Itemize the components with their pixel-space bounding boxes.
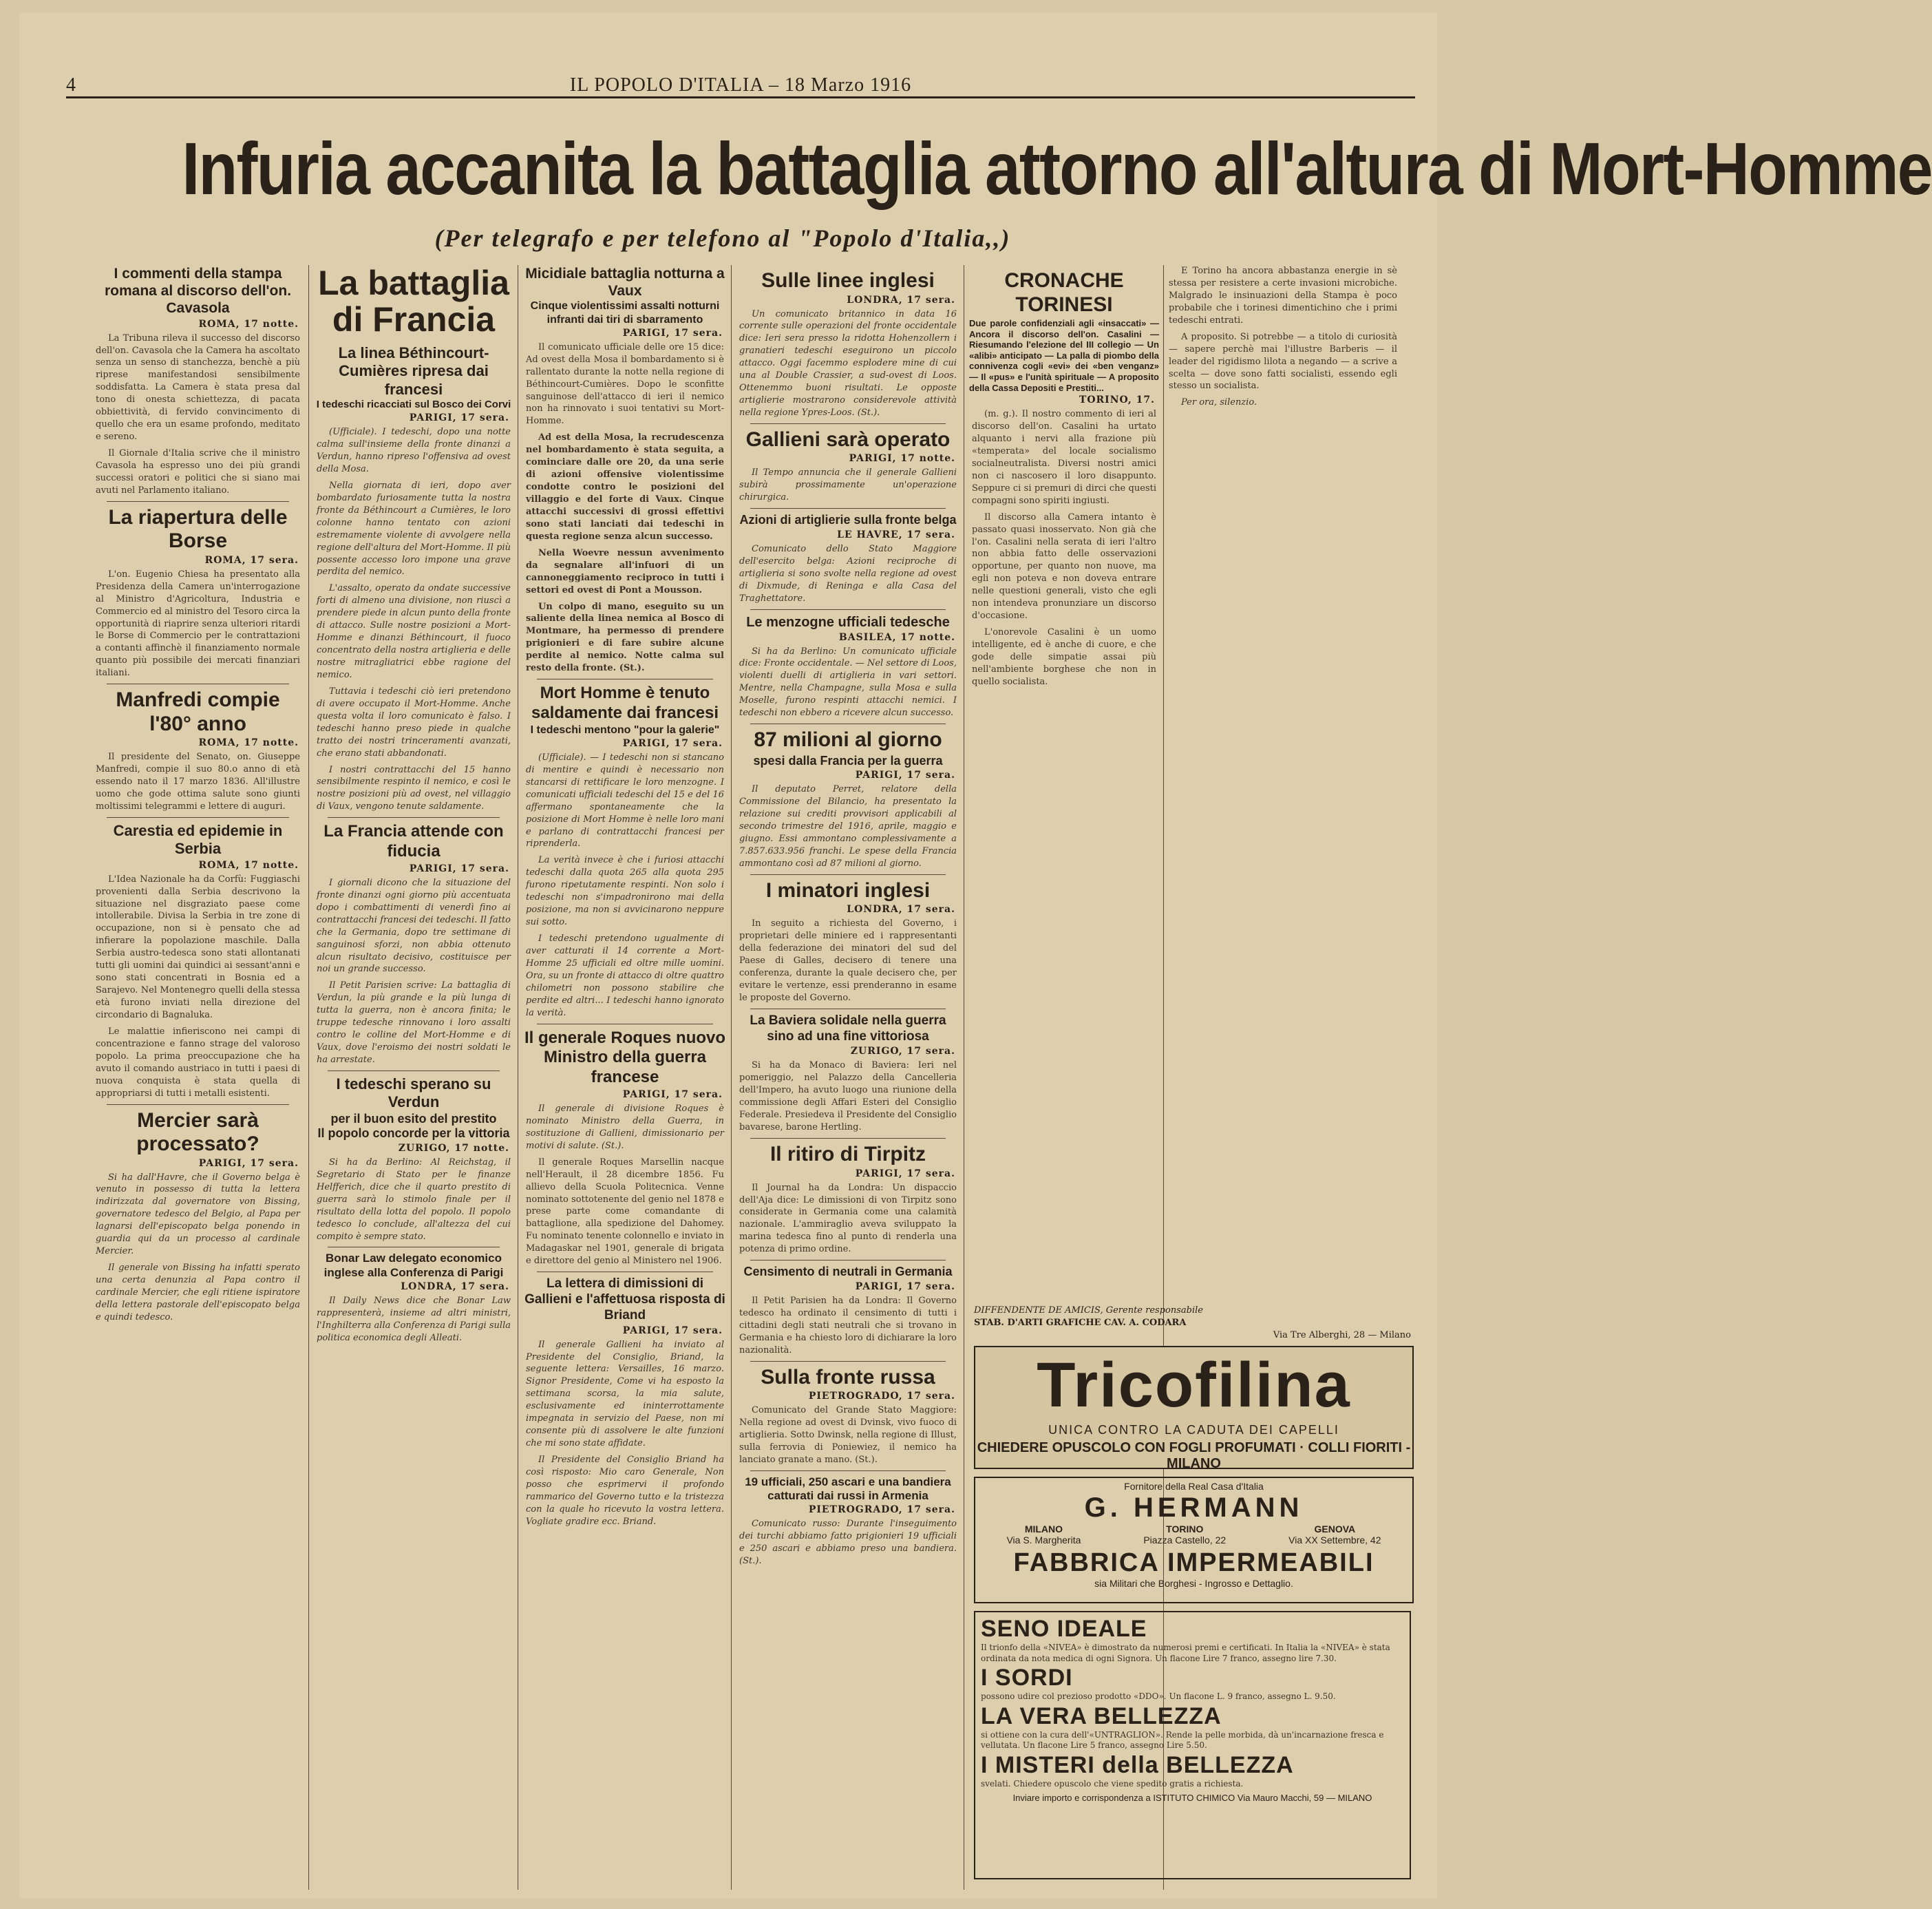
article-text: L'Idea Nazionale ha da Corfù: Fuggiaschi provenienti dalla Serbia descrivono la situazione nel disgraziato paese come intollerabile. Divisa la Serbia in tre zone di occupazione, non si è pensato che ad infierare la popolazione maschile. Dalla Serbia austro-tedesca sono stati allontanati tutti gli uomini dai quindici ai sessant'anni e sono stati concentrati in Bosnia ed a Sarajevo. Nel Montenegro quelli della stessa età furono inviati nella direzione del circondario di Bagnaluka. [96,874,300,1020]
dateline: LONDRA, 17 sera. [847,904,955,916]
article-text: Nella Woevre nessun avvenimento da segnalare all'infuori di un cannoneggiamento reciproco in tutti i settori ed ovest di Pont a Mousson. [526,547,724,595]
article-headline: La Francia attende con fiducia [323,822,504,861]
dateline: PIETROGRADO, 17 sera. [808,1504,955,1516]
dateline: LE HAVRE, 17 sera. [837,529,955,540]
article-headline: Manfredi compie l'80° anno [116,688,280,735]
ad-text: possono udire col prezioso prodotto «DDO». Un flacone L. 9 franco, assegno L. 9.50. [981,1691,1336,1702]
article-headline: 19 ufficiali, 250 ascari e una bandiera catturati dai russi in Armenia [745,1475,951,1503]
article-text: I giornali dicono che la situazione del fronte dinanzi ogni giorno più accentuata dopo i combattimenti di venerdì fino ai contrattacchi francesi dei tedeschi. Il fatto che la Germania, dopo tre settimane di sanguinosi sforzi, non abbia ottenuto alcun risultato decisivo, costituisce per noi un grande successo. [317,877,511,975]
ad-subline: sia Militari che Borghesi - Ingrosso e Dettaglio. [1094,1578,1293,1589]
dateline: ZURIGO, 17 notte. [398,1142,509,1154]
ad-heading: I SORDI [981,1665,1073,1691]
article-text: A proposito. Si potrebbe — a titolo di curiosità — sapere perchè mai l'illustre Barberis — il leader del rigidismo lilota a negando — a scrive a scelta — dove sono fatti socialisti, essendo egli stesso un socialista. [1169,331,1397,392]
ad-text: svelati. Chiedere opuscolo che viene spedito gratis a richiesta. [981,1778,1244,1789]
dateline: TORINO, 17. [1079,394,1155,406]
article-text: Il discorso alla Camera intanto è passato quasi inosservato. Non già che l'on. Casalini nella serata di ieri l'altro non abbia fatto delle osservazioni opportune, per quanto non nuove, ma egli non poteva e non doveva entrare nelle questioni generali, visto che egli non intendeva pronunziare un discorso d'occasione. [972,511,1156,622]
cronache-torinesi [969,265,1159,693]
article-subheadline: spesi dalla Francia per la guerra [753,753,943,768]
article-text: Il generale Roques Marsellin nacque nell'Herault, il 28 dicembre 1856. Fu allievo della Scuola Politecnica. Venne nominato sottotenente del genio nel 1878 e prese parte come comandante di battaglione, alla spedizione del Dahomey. Fu nominato tenente colonnello e inviato in Madagaskar nel 1901, generale di brigata e direttore del genio al Ministero nel 1906. [526,1157,724,1267]
article-headline: Bonar Law delegato economico inglese alla Conferenza di Parigi [323,1252,504,1279]
subhead: (Per telegrafo e per telefono al "Popolo d'Italia,,) [434,224,1011,252]
ad-tagline: UNICA CONTRO LA CADUTA DEI CAPELLI [1048,1423,1339,1437]
article-text: Il generale von Bissing ha infatti sperato una certa denunzia al Papa contro il cardinale Mercier, che egli ritiene ispiratore della lettera pastorale dell'episcopato belga e quindi tedesco. [96,1263,300,1322]
article-text: Il Petit Parisien ha da Londra: Il Governo tedesco ha ordinato il censimento di tutti i cittadini degli stati neutrali che si trovano in Germania e ha chiesto loro di dichiarare la loro nazionalità. [739,1295,957,1356]
ad-istituto-chimico [974,1611,1411,1879]
newspaper-title: IL POPOLO D'ITALIA – 18 Marzo 1916 [569,74,912,96]
ad-text: si ottiene con la cura dell'«UNTRAGLION». Rende la pelle morbida, dà un'incarnazione fresca e vellutata. Un flacone Lire 5 franco, assegno Lire 5.50. [981,1729,1384,1751]
column-3 [523,265,727,1890]
article-text: Si ha dall'Havre, che il Governo belga è venuto in possesso di tutta la lettera indirizzata dal governatore von Bissing, governatore tedesco del Belgio, al Papa per lagnarsi dell'episcopato belga ponendo in guardia qui da un processo al cardinale Mercier. [96,1172,300,1257]
article-text: L'assalto, operato da ondate successive forti di almeno una divisione, non riuscì a prendere piede in alcun punto della fronte di attacco. Sulle nostre posizioni a Mort-Homme e dinanzi Béthincourt, il fuoco concentrato della nostra artiglieria e delle nostre mitragliatrici ebbe ragione del nemico. [317,583,511,680]
dateline: LONDRA, 17 sera. [401,1281,509,1293]
article-headline: Le menzogne ufficiali tedesche [746,614,950,630]
editor-line: DIFFENDENTE DE AMICIS, Gerente responsabile [974,1305,1203,1316]
article-text: Si ha da Monaco di Baviera: Ieri nel pomeriggio, nel Palazzo della Cancelleria dell'Impero, ha avuto luogo una riunione della commissione degli Affari Esteri del Consiglio Federale. Presiedeva il Presidente del Consiglio bavarese, barone Hertling. [739,1060,957,1133]
article-subheadline: I tedeschi ricacciati sul Bosco dei Corvi [316,399,511,411]
ad-city: GENOVA [1314,1523,1356,1534]
article-subheadline: Due parole confidenziali agli «insaccati» — Ancora il discorso dell'on. Casalini — Riesumando l'elezione del III collegio — Un «alibi» anticipato — La palla di piombo della connivenza cogli «evi» dei «ben venganz» — Il «pus» e l'unità spirituale — A proposito della Cassa Depositi e Prestiti... [969,318,1159,393]
dateline: PIETROGRADO, 17 sera. [808,1391,955,1402]
article-text: Si ha da Berlino: Un comunicato ufficiale dice: Fronte occidentale. — Nel settore di Loos, violenti duelli di artiglieria in vari settori. Mentre, nella Champagne, sulla Mosa e sulla Moselle, furono respinti attacchi nemici. I tedeschi non ebbero a ricevere alcun successo. [739,646,957,719]
dateline: ROMA, 17 sera. [204,554,299,566]
article-text: Il Presidente del Consiglio Briand ha così risposto: Mio caro Generale, Non posso che esprimervi il profondo rammarico del Governo tutto e la tristezza con la quale ho ricevuto la vostra lettera. Vogliate gradire ecc. Briand. [526,1455,724,1527]
cronache-torinesi-continued [1166,265,1400,413]
article-headline: I minatori inglesi [765,878,931,902]
article-text: La verità invece è che i furiosi attacchi tedeschi dalla quota 265 alla quota 295 furono ripetutamente respinti. Non solo i tedeschi non s'impadronirono mai della posizione, ma non si avvicinarono neppure sui sotto. [526,855,724,928]
dateline: PARIGI, 17 sera. [855,1280,955,1292]
dateline: PARIGI, 17 sera. [409,412,509,424]
article-text: Ad est della Mosa, la recrudescenza nel bombardamento è stata seguita, a cominciare dalle ore 20, da una serie di azioni offensive violentissime condotte contro le posizioni del villaggio e del forte di Vaux. Cinque attacchi successivi di grossi effettivi sono stati lanciati dai tedeschi in questa regione senza alcun successo. [526,432,724,542]
article-headline: La riapertura delle Borse [108,505,288,553]
article-subheadline: per il buon esito del prestito [330,1111,497,1126]
article-signoff: Per ora, silenzio. [1181,397,1257,408]
article-text: Un comunicato britannico in data 16 corrente sulle operazioni del fronte occidentale dice: Ieri sera presso la ridotta Hohenzollern i granatieri tedeschi eseguirono un piccolo attacco. Oggi facemmo esplodere mine di cui una al Double Crassier, a sud-ovest di Loos. Ottenemmo buoni risultati. Le opposte artiglierie mostrarono considerevole attività nella regione Ypres-Loos. (St.). [739,308,957,418]
article-text: (Ufficiale). — I tedeschi non si stancano di mentire e quindi è necessario non stancarsi di rettificare le loro menzogne. I comunicati ufficiali tedeschi del 15 e del 16 affermano spontaneamente che la posizione di Mort Homme è nelle loro mani e parlano di contrattacchi francesi per riprenderla. [526,752,724,850]
dateline: PARIGI, 17 sera. [622,1088,723,1100]
article-text: E Torino ha ancora abbastanza energie in sè stessa per resistere a certe invasioni microbiche. Malgrado le insinuazioni della Stampa è poco probabile che i torinesi dimentichino che i primi tedeschi entrati. [1169,266,1397,326]
article-headline: Mercier sarà processato? [136,1108,259,1156]
column-5 [969,265,1410,1284]
ad-city: TORINO [1166,1523,1204,1534]
dateline: PARIGI, 17 sera. [409,863,509,874]
ad-footer: Inviare importo e corrispondenza a ISTITUTO CHIMICO Via Mauro Macchi, 59 — MILANO [1012,1792,1372,1803]
ad-address: Via XX Settembre, 42 [1288,1534,1381,1546]
article-text: Il Giornale d'Italia scrive che il ministro Cavasola ha espresso uno dei più grandi successi oratori e politici che si siano mai avuti nel Parlamento italiano. [96,448,300,496]
dateline: ZURIGO, 17 sera. [850,1046,955,1057]
column-rule [731,265,732,1890]
article-text: Il Tempo annuncia che il generale Gallieni subirà prossimamente un'operazione chirurgica. [739,467,957,503]
article-headline: Sulla fronte russa [761,1365,935,1389]
article-text: Nella giornata di ieri, dopo aver bombardato furiosamente tutta la nostra fronte da Béthincourt a Cumières, le loro colonne hanno tentato con azioni estremamente violente di avvolgere nella regione dell'altura del Mort-Homme. Il più possente accesso loro impone una grave perdita del nemico. [317,480,511,578]
article-text: I tedeschi pretendono ugualmente di aver catturati il 14 corrente a Mort-Homme 25 ufficiali ed oltre mille uomini. Ora, su un fronte di attacco di oltre quattro chilometri non possono stabilire che perdite ed altri... I tedeschi hanno ignorato la verità. [526,934,724,1018]
ad-address: Piazza Castello, 22 [1143,1534,1227,1546]
article-headline: Azioni di artiglierie sulla fronte belga [739,513,957,527]
article-headline: Carestia ed epidemie in Serbia [113,821,283,858]
ad-city: MILANO [1024,1523,1063,1534]
ad-headline: FABBRICA IMPERMEABILI [1013,1548,1374,1577]
dateline: ROMA, 17 notte. [198,859,299,871]
page-number: 4 [66,74,76,96]
article-text: Si ha da Berlino: Al Reichstag, il Segretario di Stato per le finanze Helfferich, dice che il quarto prestito di guerra sarà lo stimolo finale per il risultato della lotta del popolo. Il popolo tedesco lo conclude, all'altezza del cui compito è sempre stato. [317,1157,511,1242]
article-headline: Gallieni sarà operato [745,428,951,451]
article-headline: Il ritiro di Tirpitz [769,1143,926,1166]
article-headline: Sulle linee inglesi [761,269,935,292]
dateline: BASILEA, 17 notte. [838,631,955,643]
column-rule [308,265,309,1890]
article-text: In seguito a richiesta del Governo, i proprietari delle miniere ed i rappresentanti della federazione dei minatori del sud del Paese di Galles, decisero di tenere una conferenza, durante la quale decisero che, per evitare le vertenze, essi prenderanno in esame le proposte del Governo. [739,918,957,1003]
dateline: PARIGI, 17 sera. [622,327,723,339]
section-title: La battaglia di Francia [318,264,509,339]
article-subheadline: Cinque violentissimi assalti notturni infranti dai tiri di sbarramento [530,300,720,326]
dateline: PARIGI, 17 notte. [849,453,955,465]
column-4 [736,265,959,1890]
masthead [66,69,1415,98]
article-text: Il Petit Parisien scrive: La battaglia di Verdun, la più grande e la più lunga di tutta la guerra, non è ancora finita; le truppe tedesche rinnovano i loro assalti contro le colline del Mort-Homme e di Vaux, dove l'eroismo dei nostri soldati le ha arrestate. [317,980,511,1066]
ad-tagline: CHIEDERE OPUSCOLO CON FOGLI PROFUMATI · COLLI FIORITI - MILANO [977,1440,1411,1471]
article-headline: 87 milioni al giorno [754,728,942,752]
ad-brand: G. HERMANN [1084,1493,1304,1523]
dateline: ROMA, 17 notte. [198,737,299,749]
article-text: (Ufficiale). I tedeschi, dopo una notte calma sull'insieme della fronte dinanzi a Verdun, hanno ripreso l'offensiva ad ovest della Mosa. [317,427,511,474]
article-text: Il Daily News dice che Bonar Law rappresenterà, insieme ad altri ministri, l'Inghilterra alla Conferenza di Parigi sulla politica economica degli Alleati. [317,1296,511,1344]
ad-address: Via S. Margherita [1006,1534,1081,1546]
article-text: Un colpo di mano, eseguito su un saliente della linea nemica al Bosco di Montmare, ha permesso di prendere prigionieri e di fare subire alcune perdite al nemico. Notte calma sul resto della fronte. (St.). [526,601,724,674]
dateline: PARIGI, 17 sera. [622,1325,723,1336]
article-headline: Il generale Roques nuovo Ministro della guerra francese [524,1028,726,1087]
article-text: Il presidente del Senato, on. Giuseppe Manfredi, compie il suo 80.o anno di età essendo nato il 17 marzo 1836. All'illustre uomo che gode ottima salute sono giunti moltissimi telegrammi e lettere di auguri. [96,752,300,812]
article-text: I nostri contrattacchi del 15 hanno sensibilmente respinto il nemico, e così le nostre posizioni più ad ovest, nel villaggio di Vaux, vengono tenute saldamente. [317,764,511,812]
printer-line: STAB. D'ARTI GRAFICHE CAV. A. CODARA [974,1318,1187,1329]
column-2 [314,265,513,1890]
article-text: Il generale di divisione Roques è nominato Ministro della Guerra, in sostituzione di Gallieni, dimissionario per motivi di salute. (St.). [526,1103,724,1151]
article-text: La Tribuna rileva il successo del discorso dell'on. Cavasola che la Camera ha ascoltato senza un senso di stanchezza, benchè a più riprese manifestandosi sensibilmente soddisfatta. La Camera è stata presa dal tono di onesta schiettezza, di pacata obbiettività, di fervido convincimento di quello che era un esame profondo, meditato e sereno. [96,333,300,443]
article-headline: La linea Béthincourt-Cumières ripresa dai francesi [338,344,489,398]
article-text: Il generale Gallieni ha inviato al Presidente del Consiglio, Briand, la seguente lettera: Versailles, 16 marzo. Signor Presidente, Come vi ha esposto la settimana scorsa, la mia salute, esclusivamente ed ininterrottamente impegnata in servizio del Paese, non mi consente più di assolvere le alte funzioni che mi sono state affidate. [526,1339,724,1449]
ad-heading: LA VERA BELLEZZA [981,1702,1222,1729]
ad-heading: I MISTERI della BELLEZZA [981,1751,1294,1778]
article-headline: CRONACHE TORINESI [1004,269,1124,316]
ad-hermann [974,1477,1414,1603]
article-text: Il deputato Perret, relatore della Commissione del Bilancio, ha presentato la relazione sui crediti provvisori applicabili al secondo trimestre del 1916, aprile, maggio e giugno. Essi ammontano complessivamente a 7.857.633.956 franchi. Le spese della Francia ammontano così ad 87 milioni al giorno. [739,784,957,869]
ad-cities [975,1523,1412,1546]
main-headline: Infuria accanita la battaglia attorno all'altura di Mort-Homme [182,127,1932,210]
article-text: L'onorevole Casalini è un uomo intelligente, ed è anche di cuore, e che gode delle simpatie assai più nell'ambiente borghese che non in quello socialista. [972,627,1156,687]
dateline: PARIGI, 17 sera. [622,737,723,749]
article-text: Comunicato del Grande Stato Maggiore: Nella regione ad ovest di Dvinsk, vivo fuoco di artiglieria. Sotto Dwinsk, nella regione di Illust, sulla ferrovia di Poniewiez, il nemico ha lanciato granate a mano. (St.). [739,1405,957,1465]
ad-text: Il trionfo della «NIVEA» è dimostrato da numerosi premi e certificati. In Italia la «NIVEA» è stata ordinata da nota medica di ogni Signora. Un flacone Lire 7 franco, assegno lire 7.30. [981,1643,1390,1663]
printer-address: Via Tre Alberghi, 28 — Milano [1273,1330,1411,1341]
dateline: PARIGI, 17 sera. [855,1168,955,1179]
article-headline: Micidiale battaglia notturna a Vaux [525,266,725,299]
article-text: Il comunicato ufficiale delle ore 15 dice: Ad ovest della Mosa il bombardamento si è rallentato durante la notte nella regione di Béthincourt-Cumières. Dopo le sconfitte sanguinose dell'attacco di ieri il nemico non ha rinnovato i suoi tentativi su Mort-Homme. [526,341,724,427]
article-text: Tuttavia i tedeschi ciò ieri pretendono di avere occupato il Mort-Homme. Anche questa volta il loro comunicato è falso. I tedeschi hanno preso piede in qualche tratto dei nostri trinceramenti avanzati, che erano stati abbandonati. [317,686,511,759]
dateline: PARIGI, 17 sera. [855,770,955,781]
article-headline: Censimento di neutrali in Germania [743,1265,953,1279]
article-text: Le malattie infieriscono nei campi di concentrazione e fanno strage del valoroso popolo. La prima preoccupazione che ha avuto il comando austriaco in tutti i paesi di nuova conquista è stata quella di appropriarsi di tutti i metalli esistenti. [96,1026,300,1099]
article-text: Comunicato russo: Durante l'inseguimento dei turchi abbiamo fatto prigionieri 19 ufficiali e 250 ascari e abbiamo preso una bandiera. (St.). [739,1519,957,1567]
article-headline: La lettera di dimissioni di Gallieni e l'affettuosa risposta di Briand [524,1276,725,1322]
article-text: (m. g.). Il nostro commento di ieri al discorso dell'on. Casalini ha urtato alquanto i nervi alla frazione più «temperata» del locale socialismo socialneutralista. Diversi nostri amici non ci nascosero il loro disappunto. Seppure ci si premuri di dirci che questi compagni sono spiriti ingiusti. [972,409,1156,506]
ad-supplier: Fornitore della Real Casa d'Italia [1124,1481,1264,1492]
ad-heading: SENO IDEALE [981,1616,1147,1642]
article-headline: Mort Homme è tenuto saldamente dai francesi [531,684,719,722]
column-1 [93,265,303,1890]
article-headline: La Baviera solidale nella guerra sino ad una fine vittoriosa [750,1013,946,1044]
article-text: Il Journal ha da Londra: Un dispaccio dell'Aja dice: Le dimissioni di von Tirpitz sono considerate in Germania come una calamità nazionale. L'ammiraglio aveva sviluppato la marina tedesca fino al punto di renderla una potenza di primo ordine. [739,1182,957,1255]
dateline: LONDRA, 17 sera. [847,294,955,306]
imprint [974,1305,1411,1342]
article-subheadline: I tedeschi mentono "pour la galerie" [530,724,720,736]
article-subheadline: Il popolo concorde per la vittoria [317,1126,510,1141]
article-text: Comunicato dello Stato Maggiore dell'esercito belga: Azioni reciproche di artiglieria si sono svolte nella regione ad ovest di Dixmude, di Reninga e alla Casa del Traghettatore. [739,543,957,604]
article-headline: I tedeschi sperano su Verdun [336,1075,491,1111]
dateline: PARIGI, 17 sera. [198,1157,299,1169]
ad-brand: Tricofilina [1037,1350,1351,1420]
ad-tricofilina [974,1346,1414,1469]
article-text: L'on. Eugenio Chiesa ha presentato alla Presidenza della Camera un'interrogazione al Ministro d'Agricoltura, Industria e Commercio ed al ministro del Tesoro circa la opportunità di riaprire senza ulteriori ritardi le Borse di Commercio per le contrattazioni a contanti affinchè il finanziamento normale quanto più possibile dei mercati finanziari italiani. [96,569,300,679]
article-headline: I commenti della stampa romana al discorso dell'on. Cavasola [104,266,292,317]
dateline: ROMA, 17 notte. [198,318,299,330]
